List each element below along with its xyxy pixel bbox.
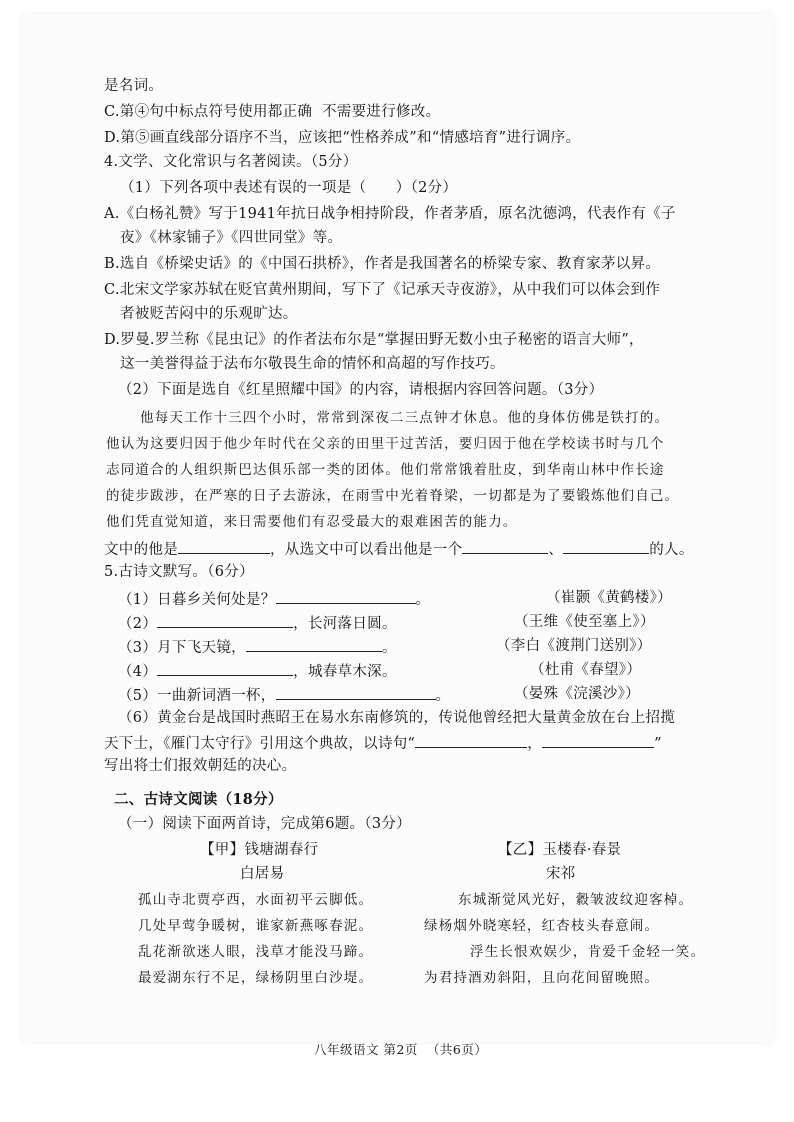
option-d-line-1: D.罗曼.罗兰称《昆虫记》的作者法布尔是“掌握田野无数小虫子秘密的语言大师”， bbox=[104, 332, 644, 348]
item-4-punct: ，城春草木深。 bbox=[293, 664, 397, 680]
item-2-source: （王维《使至塞上》） bbox=[514, 614, 655, 630]
option-a-line-1: A.《白杨礼赞》写于1941年抗日战争相持阶段，作者茅盾，原名沈德鸿，代表作有《子 bbox=[104, 206, 676, 222]
question-5-title: 5.古诗文默写。（6分） bbox=[104, 564, 254, 580]
answer-text-c: 、 bbox=[548, 542, 564, 558]
poem-1-line: 最爱湖东行不足，绿杨阴里白沙堤。 bbox=[138, 970, 374, 986]
option-d-line-2: 这一美誉得益于法布尔敬畏生命的情怀和高超的写作技巧。 bbox=[120, 356, 505, 372]
answer-text-a: 文中的他是 bbox=[104, 542, 178, 558]
recitation-item-5 bbox=[118, 684, 450, 706]
item-6-line-1: （6）黄金台是战国时燕昭王在易水东南修筑的，传说他曾经把大量黄金放在台上招揽 bbox=[118, 710, 676, 726]
item-6-line-2 bbox=[104, 732, 662, 754]
item-3-text: （3）月下飞天镜， bbox=[118, 640, 246, 656]
section-2-prompt: （一）阅读下面两首诗，完成第6题。（3分） bbox=[118, 816, 411, 832]
item-6-blank-1[interactable] bbox=[415, 732, 527, 748]
answer-text-b: ，从选文中可以看出他是一个 bbox=[270, 542, 463, 558]
item-1-text: （1）日暮乡关何处是？ bbox=[118, 592, 276, 608]
recitation-item-3 bbox=[118, 636, 397, 658]
item-3-punct: 。 bbox=[381, 640, 397, 656]
excerpt-line-2: 他认为这要归因于他少年时代在父亲的田里干过苦活，要归因于他在学校读书时与几个 bbox=[106, 436, 665, 452]
option-b-line: B.选自《桥梁史话》的《中国石拱桥》，作者是我国著名的桥梁专家、教育家茅以昇。 bbox=[104, 256, 661, 272]
excerpt-line-4: 的徒步跋涉，在严寒的日子去游泳，在雨雪中光着脊梁，一切都是为了要锻炼他们自己。 bbox=[106, 488, 680, 504]
answer-line bbox=[104, 538, 694, 560]
item-1-punct: 。 bbox=[415, 592, 431, 608]
item-2-blank[interactable] bbox=[157, 612, 293, 628]
poem-1-line: 乱花渐欲迷人眼，浅草才能没马蹄。 bbox=[138, 944, 374, 960]
poem-1-line: 孤山寺北贾亭西，水面初平云脚低。 bbox=[138, 892, 374, 908]
item-4-source: （杜甫《春望》） bbox=[530, 662, 642, 678]
answer-text-d: 的人。 bbox=[649, 542, 694, 558]
item-6-blank-2[interactable] bbox=[542, 732, 654, 748]
item-4-blank[interactable] bbox=[157, 660, 293, 676]
answer-blank-1[interactable] bbox=[178, 538, 270, 554]
option-c-line-2: 者被贬苦闷中的乐观旷达。 bbox=[120, 306, 298, 322]
answer-blank-3[interactable] bbox=[563, 538, 649, 554]
question-4-1-prompt: （1）下列各项中表述有误的一项是（ ）（2分） bbox=[120, 180, 458, 196]
poem-2-title: 【乙】玉楼春·春景 bbox=[498, 842, 622, 858]
poem-2-line: 浮生长恨欢娱少，肯爱千金轻一笑。 bbox=[470, 944, 706, 960]
question-4-2-prompt: （2）下面是选自《红星照耀中国》的内容，请根据内容回答问题。（3分） bbox=[118, 382, 604, 398]
poem-1-line: 几处早莺争暖树，谁家新燕啄春泥。 bbox=[138, 918, 374, 934]
text-line: 是名词。 bbox=[104, 78, 164, 94]
item-2-text: （2） bbox=[118, 616, 158, 632]
item-6-line-3: 写出将士们报效朝廷的决心。 bbox=[104, 758, 297, 774]
poem-2-line: 东城渐觉风光好，縠皱波纹迎客棹。 bbox=[458, 892, 694, 908]
answer-blank-2[interactable] bbox=[462, 538, 548, 554]
option-c-line-1: C.北宋文学家苏轼在贬官黄州期间，写下了《记承天寺夜游》，从中我们可以体会到作 bbox=[104, 282, 661, 298]
item-3-blank[interactable] bbox=[246, 636, 382, 652]
excerpt-line-3: 志同道合的人组织斯巴达俱乐部一类的团体。他们常常饿着肚皮，到华南山林中作长途 bbox=[106, 462, 665, 478]
item-2-punct: ，长河落日圆。 bbox=[293, 616, 397, 632]
item-5-punct: 。 bbox=[435, 688, 451, 704]
option-a-line-2: 夜》《林家铺子》《四世同堂》等。 bbox=[120, 230, 343, 246]
poem-2-line: 为君持酒劝斜阳，且向花间留晚照。 bbox=[424, 970, 660, 986]
poem-2-author: 宋祁 bbox=[546, 866, 576, 882]
item-5-blank[interactable] bbox=[276, 684, 436, 700]
item-4-text: （4） bbox=[118, 664, 158, 680]
excerpt-line-5: 他们凭直觉知道，来日需要他们有忍受最大的艰难困苦的能力。 bbox=[106, 514, 518, 530]
poem-2-line: 绿杨烟外晓寒轻，红杏枝头春意闹。 bbox=[424, 918, 660, 934]
item-5-source: （晏殊《浣溪沙》） bbox=[514, 686, 640, 702]
option-d-text: D.第⑤画直线部分语序不当，应该把“性格养成”和“情感培育”进行调序。 bbox=[104, 130, 581, 146]
option-c-text: C.第④句中标点符号使用都正确 不需要进行修改。 bbox=[104, 104, 441, 120]
poem-1-author: 白居易 bbox=[240, 866, 285, 882]
poem-1-title: 【甲】钱塘湖春行 bbox=[200, 842, 319, 858]
section-2-title: 二、古诗文阅读（18分） bbox=[114, 791, 283, 808]
item-6-quote: ” bbox=[654, 736, 662, 752]
recitation-item-1 bbox=[118, 588, 430, 610]
recitation-item-4 bbox=[118, 660, 397, 682]
page-footer: 八年级语文 第2页 （共6页） bbox=[314, 1042, 488, 1057]
question-4-title: 4.文学、文化常识与名著阅读。（5分） bbox=[104, 154, 358, 170]
item-6-text: 天下士，《雁门太守行》引用这个典故，以诗句“ bbox=[104, 736, 416, 752]
item-1-source: （崔颢《黄鹤楼》） bbox=[546, 590, 672, 606]
item-5-text: （5）一曲新词酒一杯， bbox=[118, 688, 276, 704]
item-1-blank[interactable] bbox=[276, 588, 416, 604]
recitation-item-2 bbox=[118, 612, 397, 634]
item-6-comma: ， bbox=[527, 736, 543, 752]
excerpt-line-1: 他每天工作十三四个小时，常常到深夜二三点钟才休息。他的身体仿佛是铁打的。 bbox=[140, 410, 670, 426]
item-3-source: （李白《渡荆门送别》） bbox=[496, 638, 652, 654]
